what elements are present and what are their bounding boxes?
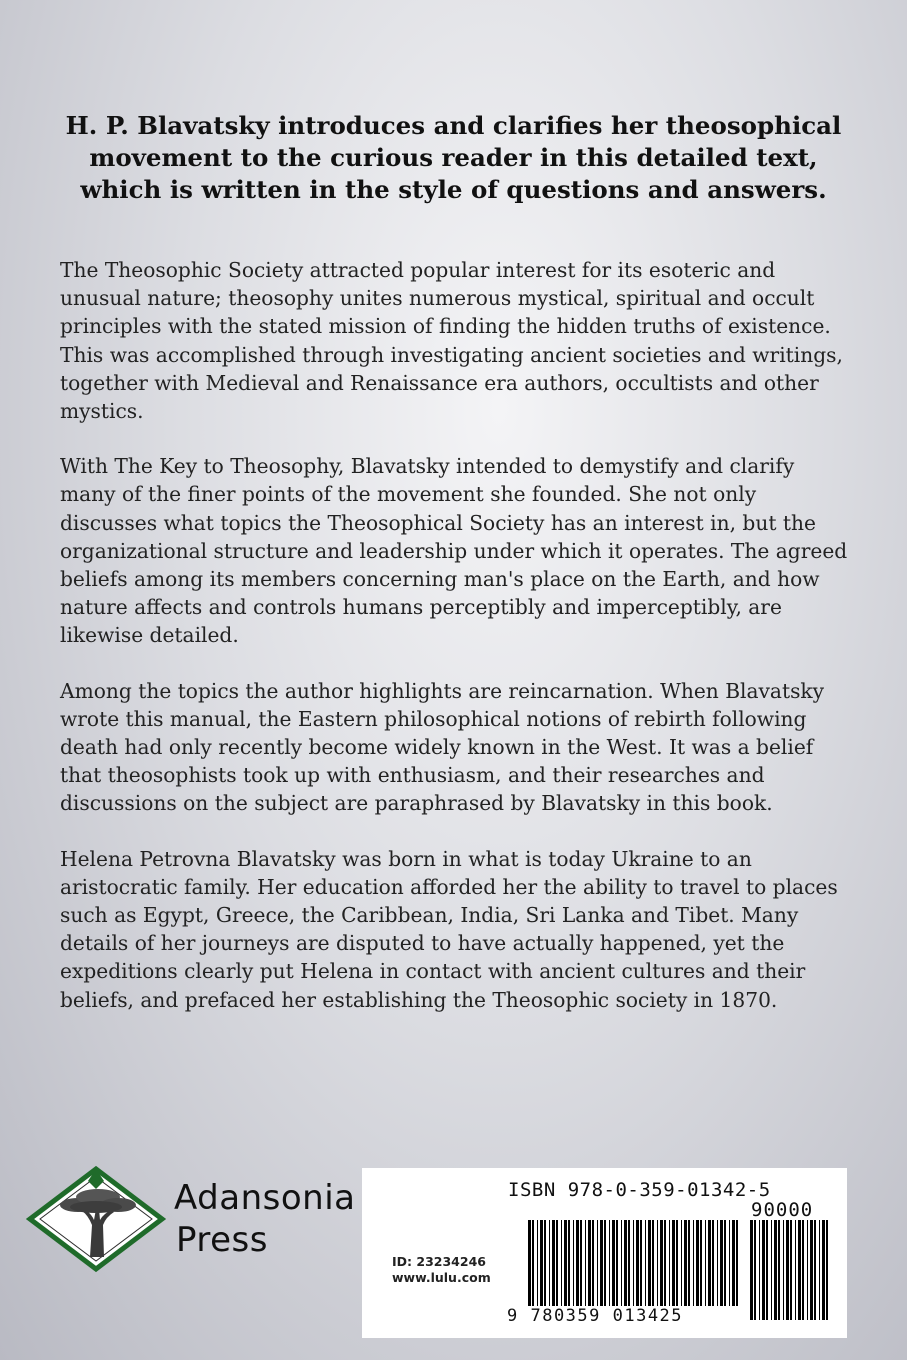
barcode-bar [705, 1220, 706, 1306]
lulu-id: ID: 23234246 [392, 1254, 486, 1269]
barcode-bar [676, 1220, 678, 1306]
barcode-bar [652, 1220, 654, 1306]
barcode-bar [750, 1220, 753, 1320]
barcode-bar [604, 1220, 606, 1306]
barcode-bar [600, 1220, 603, 1306]
barcode-bar [795, 1220, 796, 1320]
barcode-bar [778, 1220, 780, 1320]
barcode-bar [540, 1220, 543, 1306]
barcode-bar [645, 1220, 646, 1306]
paragraph-4: Helena Petrovna Blavatsky was born in what is today Ukraine to an aristocratic family. Her education afforded her the ability to travel to places such as Egypt, Greece, the Caribbean, India, Sri Lanka and Tibet. Many details of her journeys are disputed to have actually happened, yet the expeditions clearly put Helena in contact with ancient cultures and their beliefs, and prefaced her establishing the Theosophic society in 1870. [60, 846, 838, 1012]
barcode-bar [688, 1220, 690, 1306]
paragraph-3: Among the topics the author highlights are reincarnation. When Blavatsky wrote this manual, the Eastern philosophical notions of rebirth following death had only recently become widely known in the West. It was a belief that theosophists took up with enthusiasm, and their researches and discussions on the subject are paraphrased by Blavatsky in this book. [60, 678, 825, 816]
baobab-tree-icon [26, 1165, 166, 1273]
barcode-bar [762, 1220, 765, 1320]
barcode-bar [819, 1220, 820, 1320]
publisher-name [174, 1177, 355, 1261]
blurb-line-3: which is written in the style of questions and answers. [80, 175, 827, 204]
barcode-bar [568, 1220, 570, 1306]
barcode-bar [576, 1220, 579, 1306]
barcode-bar [612, 1220, 615, 1306]
barcode-bar [660, 1220, 663, 1306]
barcode-bar [585, 1220, 586, 1306]
barcode-bar [609, 1220, 610, 1306]
barcode-bar [556, 1220, 558, 1306]
price-barcode [750, 1220, 830, 1320]
barcode-bar [724, 1220, 726, 1306]
publisher-logo [26, 1165, 366, 1275]
barcode-bar [771, 1220, 772, 1320]
barcode-bar [814, 1220, 816, 1320]
barcode-bar [717, 1220, 718, 1306]
barcode-bar [708, 1220, 711, 1306]
barcode-bar [774, 1220, 777, 1320]
barcode-bar [597, 1220, 598, 1306]
barcode-bar [693, 1220, 694, 1306]
barcode-bar [672, 1220, 675, 1306]
barcode-bar [537, 1220, 538, 1306]
barcode-bar [700, 1220, 702, 1306]
blurb-heading [60, 110, 847, 206]
description-body [60, 256, 850, 1041]
barcode-bar [636, 1220, 639, 1306]
barcode-bar [810, 1220, 813, 1320]
barcode-bar [528, 1220, 531, 1306]
barcode-bar [544, 1220, 546, 1306]
barcode-bar [684, 1220, 687, 1306]
barcode-bar [616, 1220, 618, 1306]
blurb-line-2: movement to the curious reader in this detailed text, [89, 143, 818, 172]
barcode-bar [640, 1220, 642, 1306]
barcode-bar [657, 1220, 658, 1306]
barcode-bar [592, 1220, 594, 1306]
barcode-bar [766, 1220, 768, 1320]
barcode-label [362, 1168, 847, 1338]
barcode-bar [580, 1220, 582, 1306]
barcode-bar [588, 1220, 591, 1306]
barcode-bar [549, 1220, 550, 1306]
barcode-bar [732, 1220, 735, 1306]
barcode-bar [759, 1220, 760, 1320]
barcode-bar [664, 1220, 666, 1306]
barcode-bar [790, 1220, 792, 1320]
lulu-url: www.lulu.com [392, 1270, 491, 1285]
barcode-bar [807, 1220, 808, 1320]
barcode-bar [573, 1220, 574, 1306]
barcode-bar [564, 1220, 567, 1306]
blurb-line-1: H. P. Blavatsky introduces and clarifies her theosophical [65, 111, 842, 140]
price-code: 90000 [751, 1199, 814, 1221]
barcode-bar [628, 1220, 630, 1306]
barcode-bar [822, 1220, 825, 1320]
barcode-bar [648, 1220, 651, 1306]
barcode-bar [621, 1220, 622, 1306]
barcode-bar [802, 1220, 804, 1320]
barcode-bar [696, 1220, 699, 1306]
barcode-bar [729, 1220, 730, 1306]
barcode-bar [681, 1220, 682, 1306]
paragraph-2: With The Key to Theosophy, Blavatsky intended to demystify and clarify many of the finer points of the movement she founded. She not only discusses what topics the Theosophical Society has an interest in, but the organizational structure and leadership under which it operates. The agreed beliefs among its members concerning man's place on the Earth, and how nature affects and controls humans perceptibly and imperceptibly, are likewise detailed. [60, 454, 848, 648]
barcode-bar [720, 1220, 723, 1306]
barcode-bar [736, 1220, 738, 1306]
isbn-text: ISBN 978-0-359-01342-5 [508, 1179, 771, 1201]
barcode-bar [826, 1220, 828, 1320]
barcode-bar [798, 1220, 801, 1320]
barcode-bar [532, 1220, 534, 1306]
barcode-bar [786, 1220, 789, 1320]
barcode-digits: 9 780359 013425 [507, 1306, 684, 1326]
paragraph-1: The Theosophic Society attracted popular interest for its esoteric and unusual nature; theosophy unites numerous mystical, spiritual and occult principles with the stated mission of finding the hidden truths of existence. This was accomplished through investigating ancient societies and writings, together with Medieval and Renaissance era authors, occultists and other mystics. [60, 258, 843, 424]
barcode-bar [633, 1220, 634, 1306]
barcode-bar [783, 1220, 784, 1320]
barcode-bar [624, 1220, 627, 1306]
barcode-bar [669, 1220, 670, 1306]
publisher-name-line-1: Adansonia [174, 1178, 356, 1218]
barcode-bar [754, 1220, 756, 1320]
barcode-bar [561, 1220, 562, 1306]
isbn-barcode [528, 1220, 743, 1320]
barcode-bar [712, 1220, 714, 1306]
publisher-name-line-2: Press [176, 1220, 268, 1260]
lulu-id-block [392, 1254, 491, 1286]
barcode-bar [552, 1220, 555, 1306]
